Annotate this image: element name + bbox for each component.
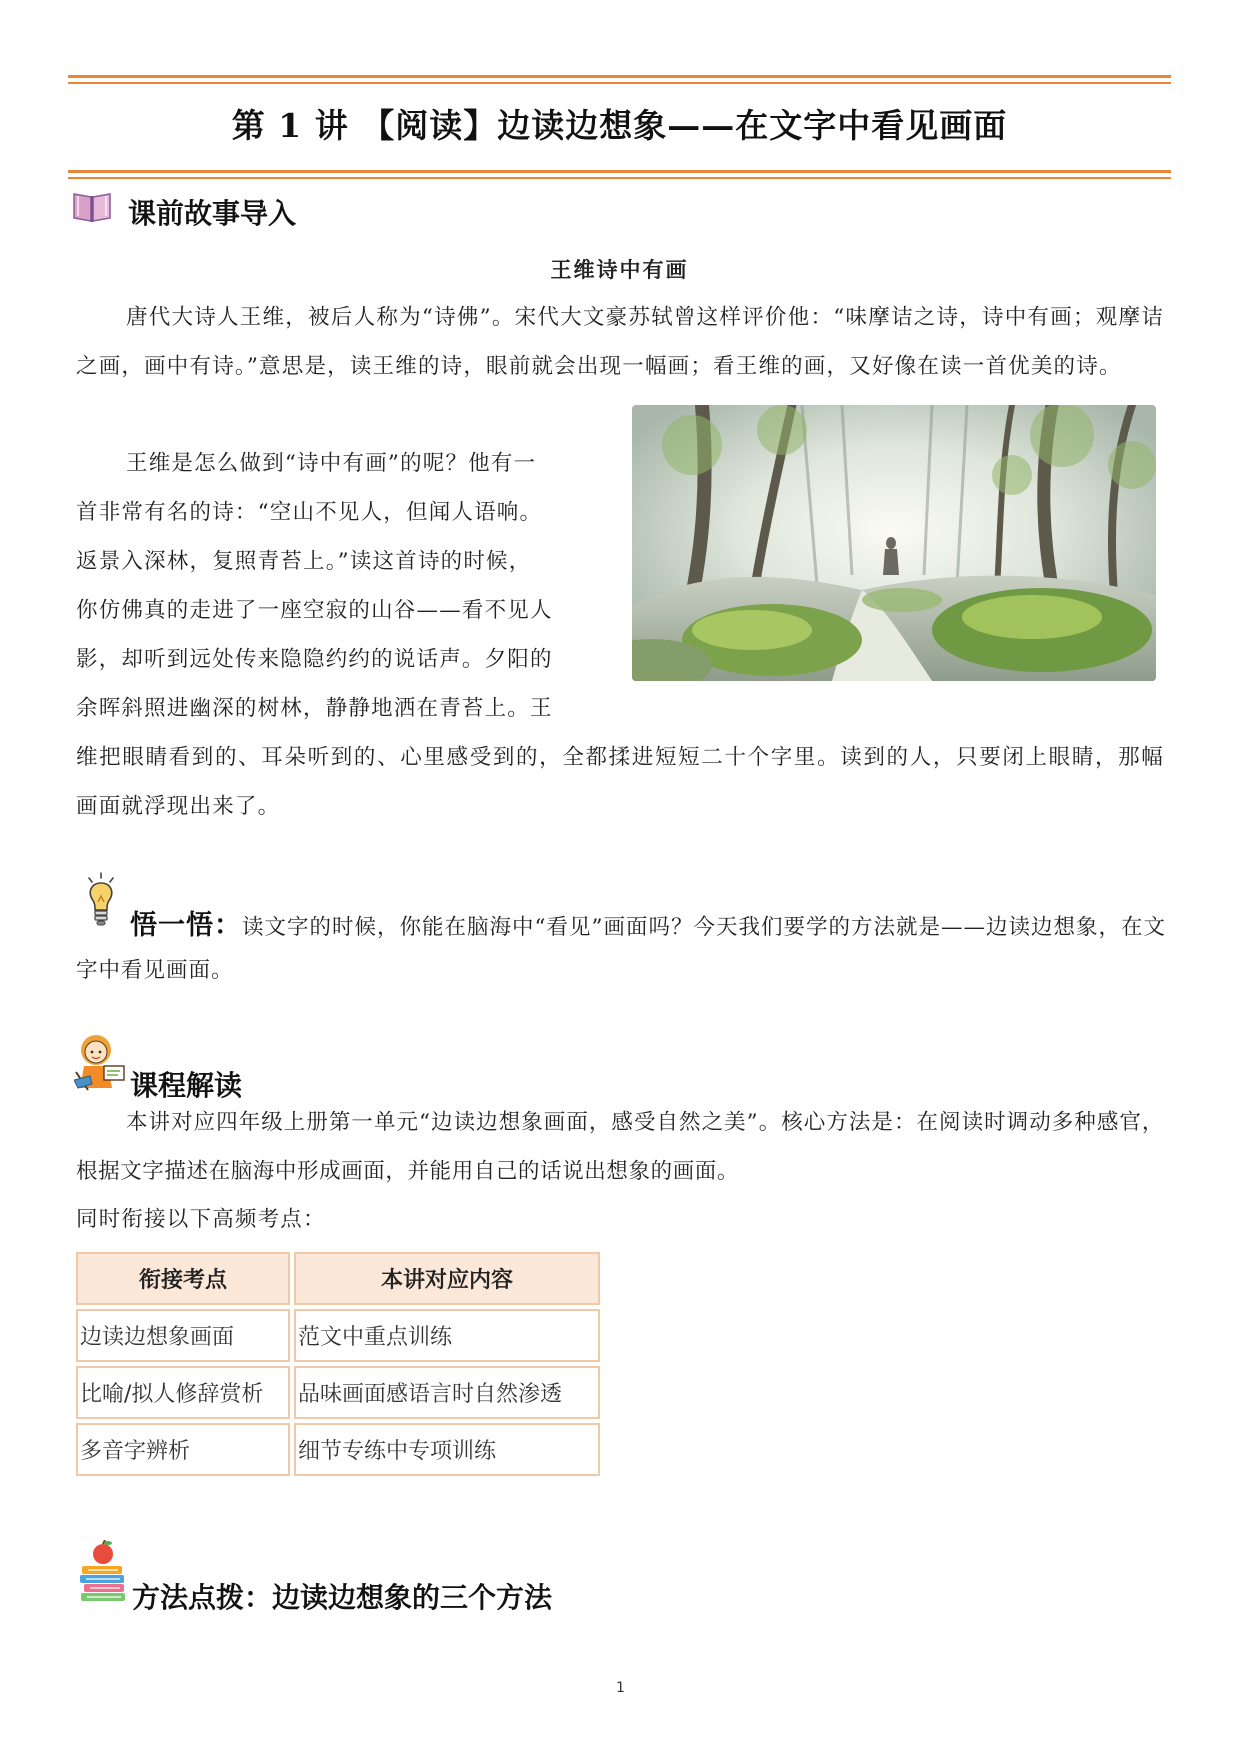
table-row: [76, 1309, 600, 1362]
apple-on-books-icon: [78, 1540, 128, 1602]
table-cell: 品味画面感语言时自然渗透: [294, 1366, 600, 1419]
story-line: 余晖斜照进幽深的树林，静静地洒在青苔上。王: [76, 696, 553, 721]
open-book-icon: [72, 188, 112, 224]
table-header-cell: 衔接考点: [76, 1252, 290, 1305]
table-row: [76, 1423, 600, 1476]
top-rule-thin: [68, 82, 1171, 84]
title-bottom-rule: [68, 170, 1171, 173]
page-number: 1: [616, 1680, 625, 1696]
story-title: 王维诗中有画: [550, 257, 689, 282]
table-cell: 细节专练中专项训练: [294, 1423, 600, 1476]
link-text: 同时衔接以下高频考点：: [76, 1207, 326, 1232]
course-paragraph: 本讲对应四年级上册第一单元“边读边想象画面，感受自然之美”。核心方法是：在阅读时调动多种感官，根据文字描述在脑海中形成画面，并能用自己的话说出想象的画面。: [76, 1110, 1164, 1184]
wu-block: [76, 904, 1166, 992]
story-line: 王维是怎么做到“诗中有画”的呢？他有一: [126, 451, 537, 476]
story-line: 返景入深林，复照青苔上。”读这首诗的时候，: [76, 549, 532, 574]
title-bottom-rule-thin: [68, 177, 1171, 179]
course-heading: 课程解读: [130, 1069, 243, 1102]
top-rule: [68, 75, 1171, 78]
intro-heading: 课前故事导入: [128, 197, 297, 230]
table-header-cell: 本讲对应内容: [294, 1252, 600, 1305]
exam-points-table: [72, 1248, 604, 1480]
table-header-row: [76, 1252, 600, 1305]
story-line: 影，却听到远处传来隐隐约约的说话声。夕阳的: [76, 647, 553, 672]
table-cell: 比喻/拟人修辞赏析: [76, 1366, 290, 1419]
forest-illustration: [632, 405, 1156, 681]
wu-text: 读文字的时候，你能在脑海中“看见”画面吗？今天我们要学的方法就是——边读边想象，在文字中看见画面。: [76, 915, 1166, 983]
table-row: [76, 1366, 600, 1419]
story-paragraph-2: [76, 439, 606, 733]
table-cell: 范文中重点训练: [294, 1309, 600, 1362]
story-line: 你仿佛真的走进了一座空寂的山谷——看不见人: [76, 598, 553, 623]
story-paragraph-2-tail: 维把眼睛看到的、耳朵听到的、心里感受到的，全都揉进短短二十个字里。读到的人，只要闭上眼睛，那幅画面就浮现出来了。: [76, 745, 1164, 819]
table-cell: 多音字辨析: [76, 1423, 290, 1476]
story-paragraph-1: 唐代大诗人王维，被后人称为“诗佛”。宋代大文豪苏轼曾这样评价他：“味摩诘之诗，诗中有画；观摩诘之画，画中有诗。”意思是，读王维的诗，眼前就会出现一幅画；看王维的画，又好像在读一首优美的诗。: [76, 305, 1164, 379]
method-heading: 方法点拨：边读边想象的三个方法: [132, 1581, 553, 1614]
teacher-girl-icon: [74, 1032, 128, 1092]
table-cell: 边读边想象画面: [76, 1309, 290, 1362]
story-line: 首非常有名的诗：“空山不见人，但闻人语响。: [76, 500, 543, 525]
wu-label: 悟一悟：: [130, 910, 242, 941]
page-title: 第 1 讲 【阅读】边读边想象——在文字中看见画面: [231, 106, 1008, 145]
